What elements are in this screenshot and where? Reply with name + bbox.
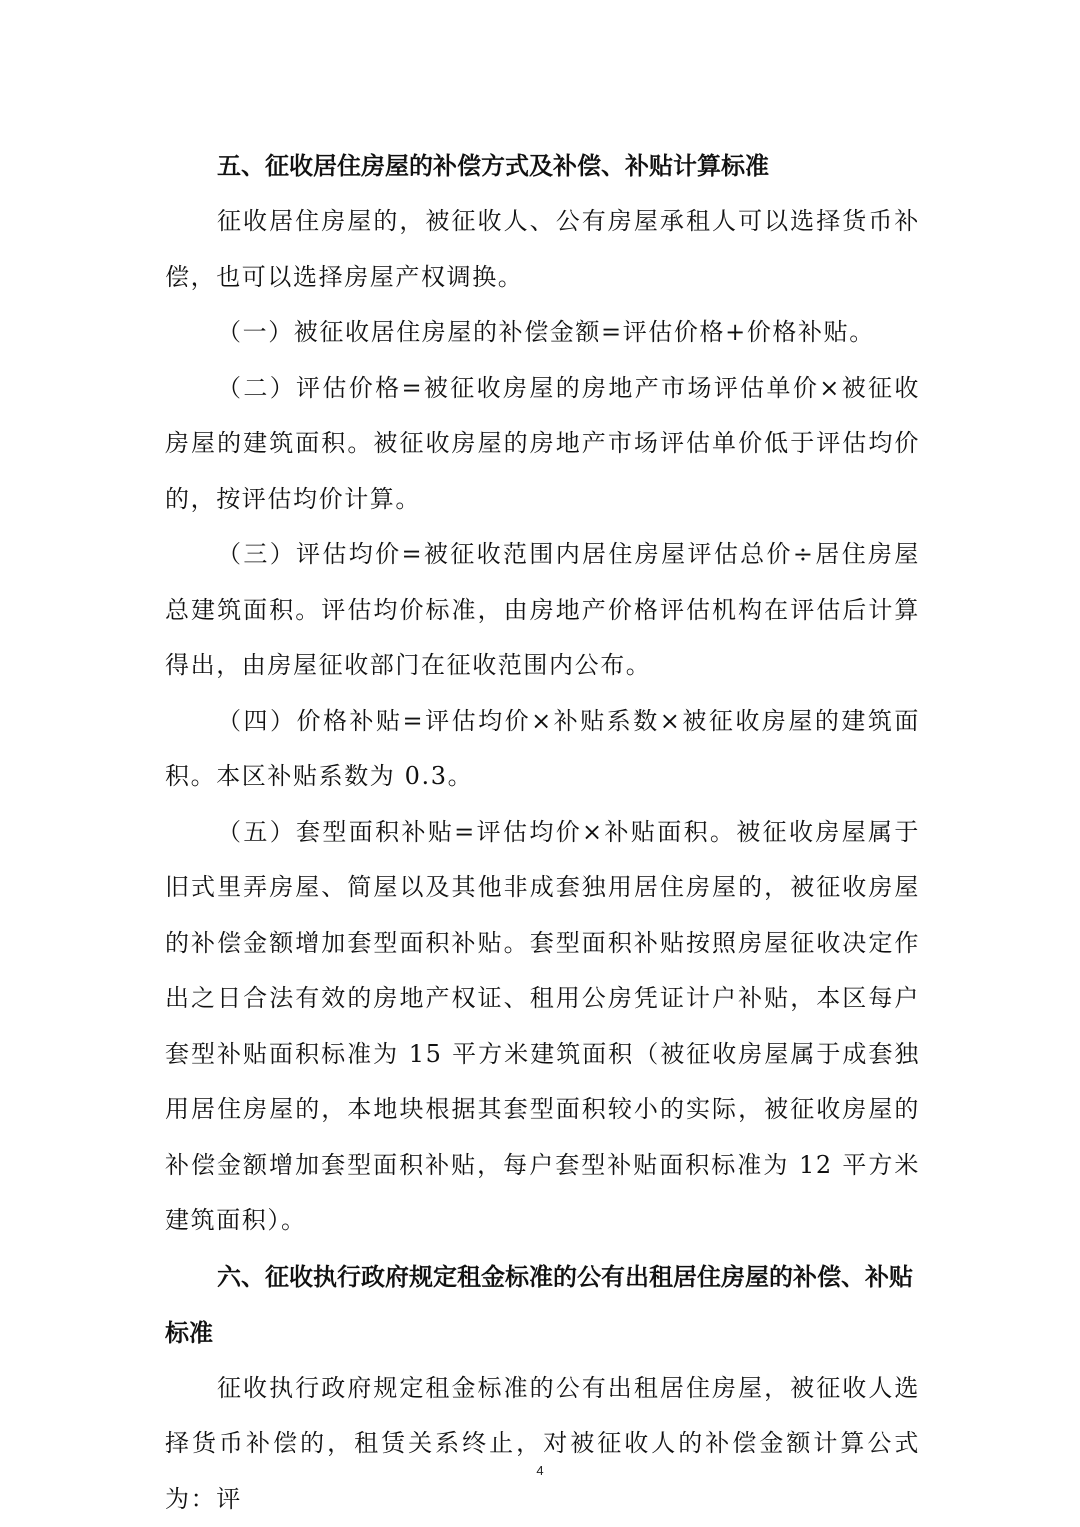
section-5-paragraph-5: （四）价格补贴=评估均价×补贴系数×被征收房屋的建筑面积。本区补贴系数为 0.3。 <box>165 706 920 790</box>
section-6-paragraph-1: 征收执行政府规定租金标准的公有出租居住房屋，被征收人选择货币补偿的，租赁关系终止，对被征收人的补偿金额计算公式为：评 <box>165 1373 920 1513</box>
section-6-heading: 六、征收执行政府规定租金标准的公有出租居住房屋的补偿、补贴标准 <box>165 1262 913 1347</box>
section-5-paragraph-6: （五）套型面积补贴=评估均价×补贴面积。被征收房屋属于旧式里弄房屋、简屋以及其他非成套独用居住房屋的，被征收房屋的补偿金额增加套型面积补贴。套型面积补贴按照房屋征收决定作出之日合法有效的房地产权证、租用公房凭证计户补贴，本区每户套型补贴面积标准为 15 平方米建筑面积（被征收房屋属于成套独用居住房屋的，本地块根据其套型面积较小的实际，被征收房屋的补偿金额增加套型面积补贴，每户套型补贴面积标准为 12 平方米建筑面积）。 <box>165 817 920 1234</box>
section-5-paragraph-3: （二）评估价格=被征收房屋的房地产市场评估单价×被征收房屋的建筑面积。被征收房屋的房地产市场评估单价低于评估均价的，按评估均价计算。 <box>165 373 920 513</box>
page-number: 4 <box>536 1463 544 1478</box>
section-5-paragraph-1: 征收居住房屋的，被征收人、公有房屋承租人可以选择货币补偿，也可以选择房屋产权调换。 <box>165 207 920 291</box>
section-5-paragraph-4: （三）评估均价=被征收范围内居住房屋评估总价÷居住房屋总建筑面积。评估均价标准，由房地产价格评估机构在评估后计算得出，由房屋征收部门在征收范围内公布。 <box>165 540 920 679</box>
section-5-heading: 五、征收居住房屋的补偿方式及补偿、补贴计算标准 <box>217 152 769 180</box>
document-body <box>165 138 920 1527</box>
section-5-paragraph-2: （一）被征收居住房屋的补偿金额=评估价格+价格补贴。 <box>217 318 875 346</box>
